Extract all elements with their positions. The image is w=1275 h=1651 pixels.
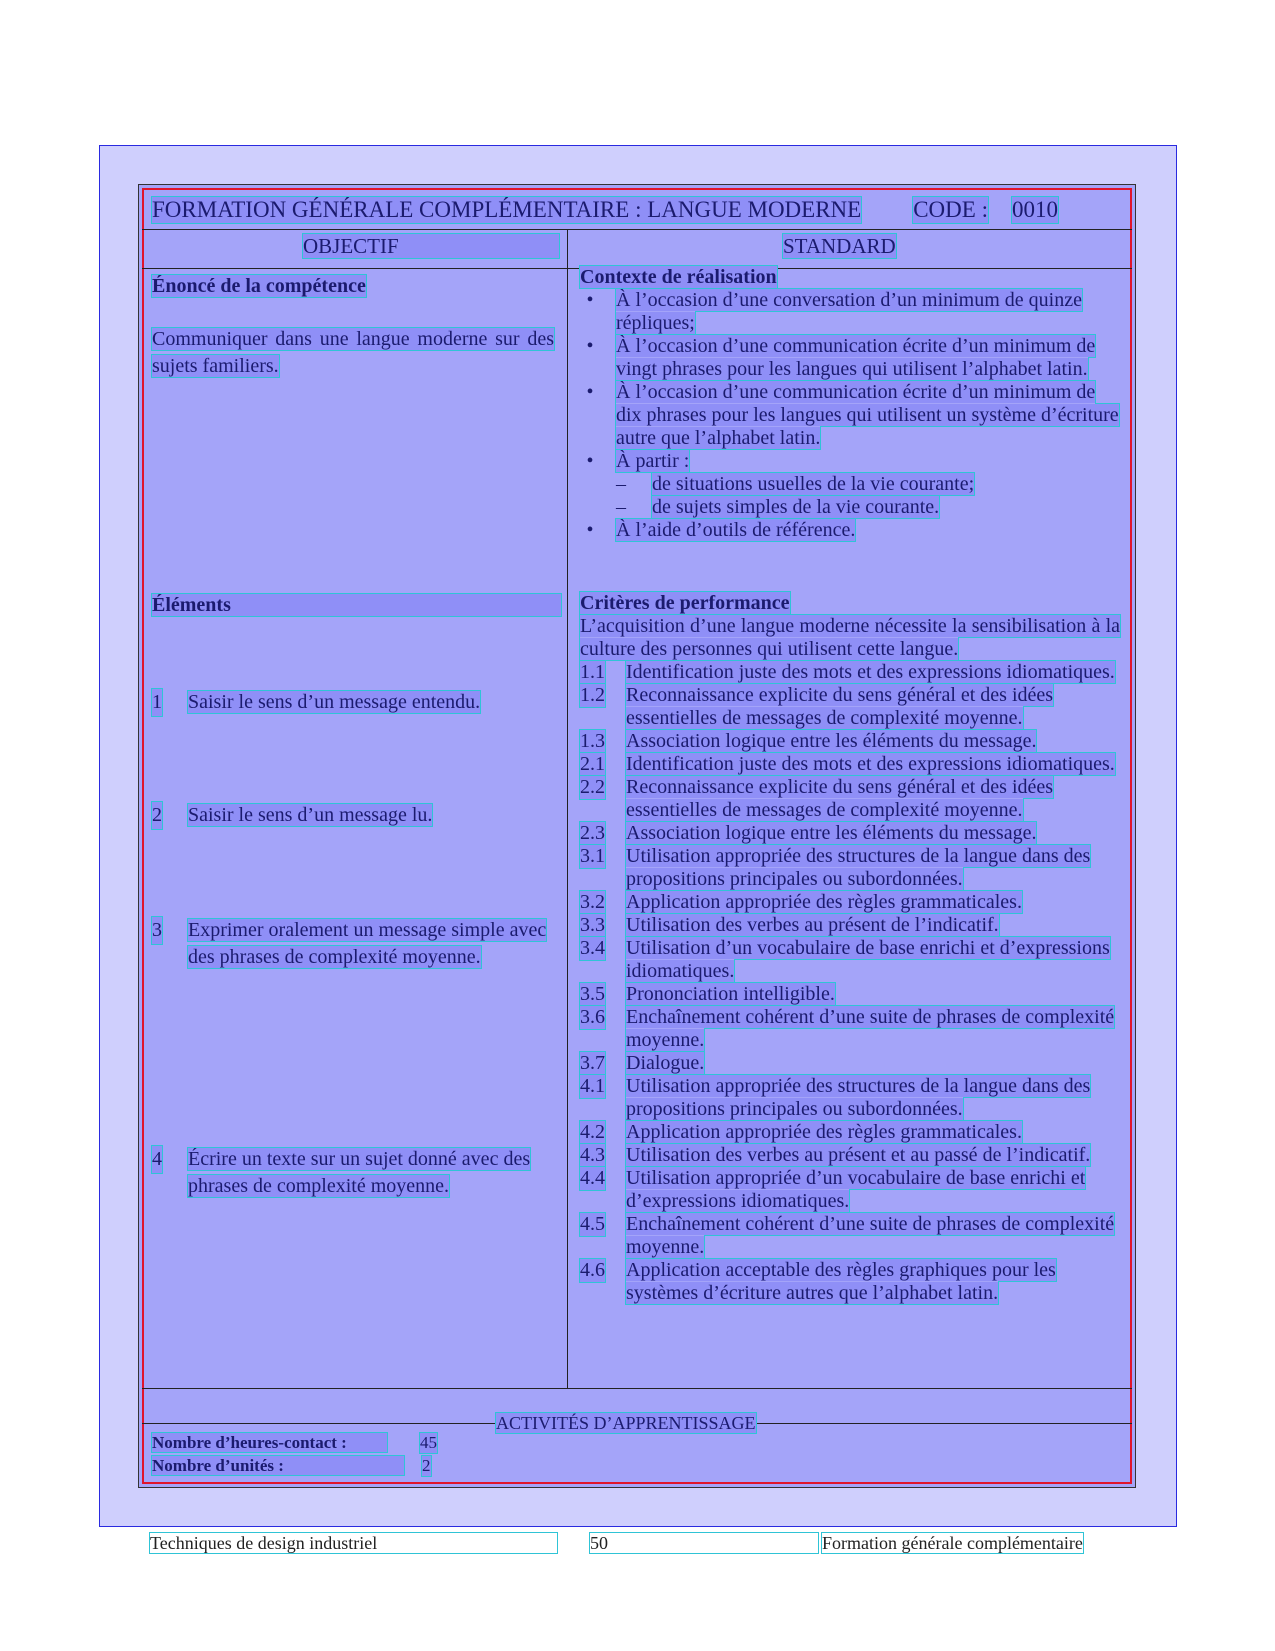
element-item: 3 Exprimer oralement un message simple avec des phrases de complexité moyenne.: [152, 919, 547, 968]
column-divider: [567, 229, 568, 1388]
element-item: 4 Écrire un texte sur un sujet donné avec des phrases de complexité moyenne.: [152, 1148, 531, 1197]
criterion-item: 2.3 Association logique entre les éléments du message.: [580, 822, 1037, 844]
footer-page-number: 50: [590, 1533, 818, 1554]
units-count: Nombre d’unités : 2: [152, 1456, 431, 1475]
footer-section: Formation générale complémentaire: [822, 1533, 1083, 1553]
footer-program: Techniques de design industriel: [150, 1533, 557, 1554]
document-title: FORMATION GÉNÉRALE COMPLÉMENTAIRE : LANGUE MODERNE: [152, 197, 862, 222]
elements-title: Éléments: [152, 594, 561, 616]
context-title: Contexte de réalisation: [580, 266, 777, 288]
list-item: – de situations usuelles de la vie courante;: [616, 473, 975, 495]
competence-title: Énoncé de la compétence: [152, 275, 366, 297]
criterion-item: 4.6 Application acceptable des règles graphiques pour les systèmes d’écriture autres que l’alphabet latin.: [580, 1259, 1056, 1304]
criterion-item: 3.2 Application appropriée des règles grammaticales.: [580, 891, 1022, 913]
element-item: 1 Saisir le sens d’un message entendu.: [152, 689, 554, 716]
objectif-header: OBJECTIF: [303, 234, 559, 259]
list-item: • À l’occasion d’une conversation d’un minimum de quinze répliques;: [586, 289, 1082, 334]
criterion-item: 1.2 Reconnaissance explicite du sens général et des idées essentielles de messages de complexité moyenne.: [580, 684, 1054, 729]
criterion-item: 1.1 Identification juste des mots et des expressions idiomatiques.: [580, 661, 1115, 683]
list-item: • À l’occasion d’une communication écrite d’un minimum de dix phrases pour les langues qui utilisent un système d’écriture autre que l’alphabet latin.: [586, 381, 1119, 449]
competence-text: Communiquer dans une langue moderne sur des sujets familiers.: [152, 328, 554, 377]
criterion-item: 3.1 Utilisation appropriée des structures de la langue dans des propositions principales ou subordonnées.: [580, 845, 1091, 890]
criterion-item: 4.2 Application appropriée des règles grammaticales.: [580, 1121, 1022, 1143]
criterion-item: 3.5 Prononciation intelligible.: [580, 983, 835, 1005]
list-item: • À l’occasion d’une communication écrite d’un minimum de vingt phrases pour les langues qui utilisent l’alphabet latin.: [586, 335, 1096, 380]
criterion-item: 4.5 Enchaînement cohérent d’une suite de phrases de complexité moyenne.: [580, 1213, 1115, 1258]
list-item: – de sujets simples de la vie courante.: [616, 496, 940, 518]
list-item: • À l’aide d’outils de référence.: [586, 519, 856, 541]
code-value: 0010: [1011, 197, 1058, 222]
criterion-item: 3.4 Utilisation d’un vocabulaire de base enrichi et d’expressions idiomatiques.: [580, 937, 1110, 982]
divider: [142, 1388, 1132, 1389]
criterion-item: 4.3 Utilisation des verbes au présent et au passé de l’indicatif.: [580, 1144, 1091, 1166]
context-block: [580, 266, 1120, 542]
list-item: • À partir : – de situations usuelles de la vie courante; – de sujets simples de la vie courante.: [580, 450, 1120, 519]
elements-title-block: [152, 592, 554, 619]
criteria-title: Critères de performance: [580, 592, 790, 614]
criterion-item: 2.1 Identification juste des mots et des expressions idiomatiques.: [580, 753, 1115, 775]
criterion-item: 3.7 Dialogue.: [580, 1052, 705, 1074]
criterion-item: 4.4 Utilisation appropriée d’un vocabulaire de base enrichi et d’expressions idiomatiques.: [580, 1167, 1086, 1212]
code-label: CODE :: [913, 197, 988, 222]
criterion-item: 3.3 Utilisation des verbes au présent de l’indicatif.: [580, 914, 999, 936]
activities-header: ACTIVITÉS D’APPRENTISSAGE: [496, 1413, 756, 1433]
context-list: [580, 289, 1120, 542]
divider: [142, 229, 1132, 230]
criterion-item: 4.1 Utilisation appropriée des structures de la langue dans des propositions principales ou subordonnées.: [580, 1075, 1091, 1120]
competence-block: [152, 273, 554, 380]
criterion-item: 3.6 Enchaînement cohérent d’une suite de phrases de complexité moyenne.: [580, 1006, 1115, 1051]
contact-hours: Nombre d’heures-contact : 45: [152, 1433, 437, 1452]
criteria-block: [580, 592, 1120, 1305]
criteria-intro: L’acquisition d’une langue moderne nécessite la sensibilisation à la culture des personnes qui utilisent cette langue.: [580, 615, 1120, 660]
criterion-item: 2.2 Reconnaissance explicite du sens général et des idées essentielles de messages de complexité moyenne.: [580, 776, 1054, 821]
criterion-item: 1.3 Association logique entre les éléments du message.: [580, 730, 1037, 752]
title-row: [152, 194, 1122, 226]
standard-header: STANDARD: [783, 234, 896, 258]
element-item: 2 Saisir le sens d’un message lu.: [152, 802, 554, 829]
